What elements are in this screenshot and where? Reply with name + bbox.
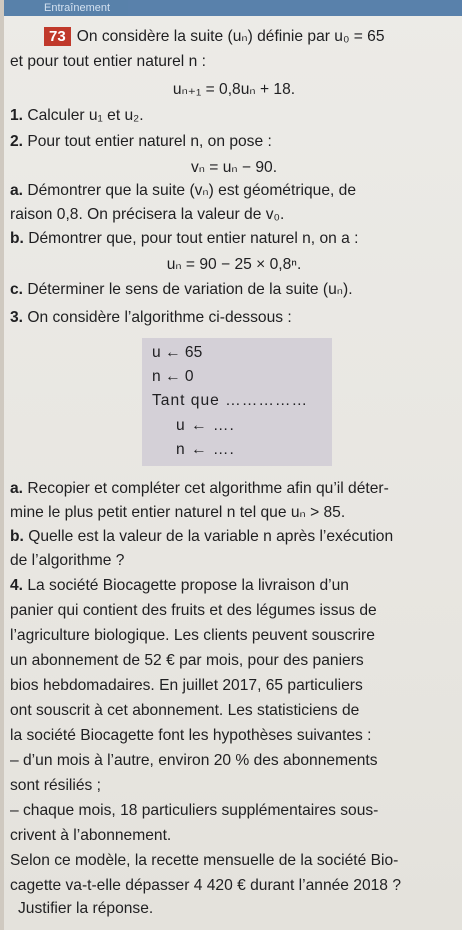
text-line: crivent à l’abonnement. bbox=[10, 827, 172, 844]
exercise-number-badge: 73 bbox=[44, 27, 71, 46]
question-3: 3. On considère l’algorithme ci-dessous : bbox=[10, 309, 292, 326]
algo-line: u ← …. bbox=[176, 417, 235, 434]
text-line: ont souscrit à cet abonnement. Les statisticiens de bbox=[10, 702, 360, 719]
text-line: sont résiliés ; bbox=[10, 777, 101, 794]
text-line: mine le plus petit entier naturel n tel que uₙ > 85. bbox=[10, 504, 346, 521]
question-4: 4. La société Biocagette propose la livraison d’un bbox=[10, 577, 349, 594]
question-3b: b. Quelle est la valeur de la variable n après l’exécution bbox=[10, 528, 394, 545]
text-line: la société Biocagette font les hypothèses suivantes : bbox=[10, 727, 372, 744]
algorithm-box bbox=[142, 338, 332, 466]
text-line: raison 0,8. On précisera la valeur de v₀. bbox=[10, 206, 285, 223]
question-3a: a. Recopier et compléter cet algorithme afin qu’il déter- bbox=[10, 480, 389, 497]
text-line: cagette va-t-elle dépasser 4 420 € durant l’année 2018 ? bbox=[10, 877, 401, 894]
question-1: 1. Calculer u₁ et u₂. bbox=[10, 107, 144, 124]
question-2b: b. Démontrer que, pour tout entier naturel n, on a : bbox=[10, 230, 359, 247]
text-line: – chaque mois, 18 particuliers supplémentaires sous- bbox=[10, 802, 379, 819]
question-2a: a. Démontrer que la suite (vₙ) est géométrique, de bbox=[10, 182, 357, 199]
question-2c: c. Déterminer le sens de variation de la suite (uₙ). bbox=[10, 281, 353, 298]
text-line: de l’algorithme ? bbox=[10, 552, 125, 569]
algo-line: n ← …. bbox=[176, 441, 235, 458]
vn-formula: vₙ = uₙ − 90. bbox=[190, 159, 278, 176]
text-line: Selon ce modèle, la recette mensuelle de la société Bio- bbox=[10, 852, 399, 869]
text-line: – d’un mois à l’autre, environ 20 % des abonnements bbox=[10, 752, 378, 769]
un-formula: uₙ = 90 − 25 × 0,8ⁿ. bbox=[166, 256, 302, 273]
algo-line: Tant que …………… bbox=[152, 392, 309, 409]
text-line: l’agriculture biologique. Les clients peuvent souscrire bbox=[10, 627, 375, 644]
exercise-intro: 73 On considère la suite (uₙ) définie par u₀ = 65 bbox=[44, 27, 385, 47]
text-line: panier qui contient des fruits et des légumes issus de bbox=[10, 602, 377, 619]
recurrence-formula: uₙ₊₁ = 0,8uₙ + 18. bbox=[172, 81, 296, 98]
text-line: Justifier la réponse. bbox=[18, 900, 154, 917]
text-line: un abonnement de 52 € par mois, pour des paniers bbox=[10, 652, 364, 669]
header-band: Entraînement bbox=[4, 0, 462, 16]
text-line: bios hebdomadaires. En juillet 2017, 65 particuliers bbox=[10, 677, 363, 694]
algo-line: n ← 0 bbox=[152, 368, 194, 385]
text-line: et pour tout entier naturel n : bbox=[10, 53, 206, 70]
question-2: 2. Pour tout entier naturel n, on pose : bbox=[10, 133, 272, 150]
algo-line: u ← 65 bbox=[152, 344, 203, 361]
